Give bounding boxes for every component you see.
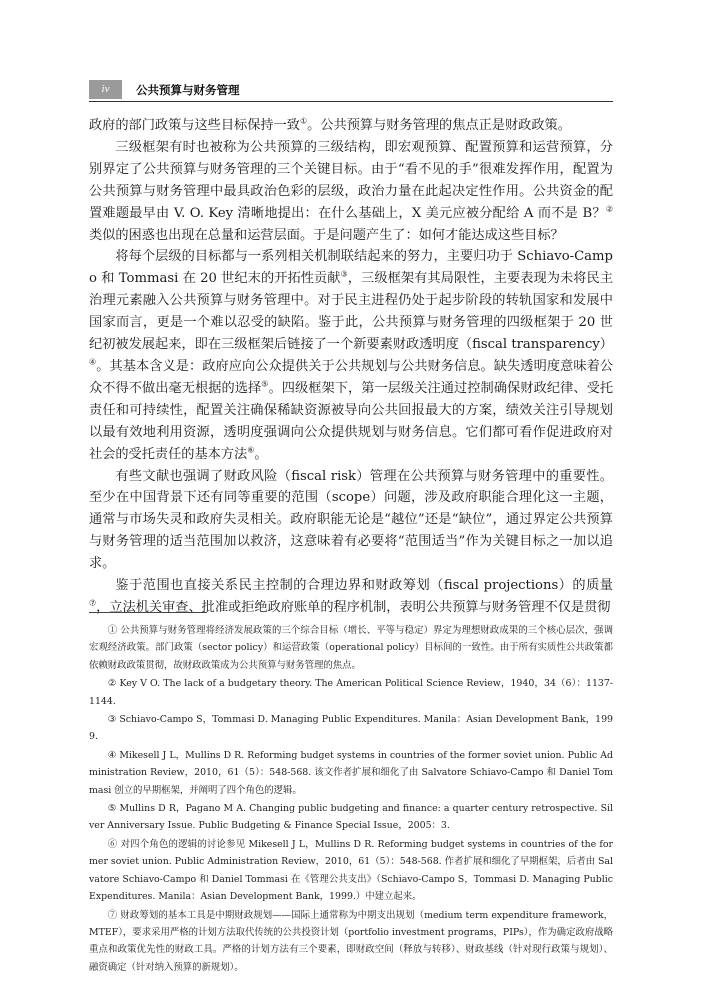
footnote-ref-5[interactable]: ⑤ <box>261 379 269 389</box>
paragraph-4: 有些文献也强调了财政风险（fiscal risk）管理在公共预算与财务管理中的重要性。至少在中国背景下还有同等重要的范围（scope）问题，涉及政府职能合理化这一主题，通常与市场失灵和政府失灵相关。政府职能无论是“越位”还是“缺位”，通过界定公共预算与财务管理的适当范围加以救济，这意味着有必要将“范围适当”作为关键目标之一加以追求。 <box>89 468 613 572</box>
paragraph-5: 鉴于范围也直接关系民主控制的合理边界和财政筹划（fiscal projections）的质量⑦，立法机关审查、批准或拒绝政府账单的程序机制，表明公共预算与财务管理不仅是贯彻 <box>89 578 613 615</box>
footnote-ref-3[interactable]: ③ <box>340 269 348 279</box>
footnote-separator <box>89 612 207 613</box>
footnote-6: ⑥ 对四个角色的逻辑的讨论参见 Mikesell J L，Mullins D R. Reforming budget systems in countries of the former soviet union. Public Administration Review，2010，61（5）：548-568. 作者扩展和细化了早期框架，后者由 Salvatore Schiavo-Campo 和 Daniel Tommasi 在《管理公共支出》（Schiavo-Campo S，Tommasi D. Managing Public Expenditures. Manila：Asian Development Bank，1999.）中建立起来。 <box>89 838 613 903</box>
footnote-1: ① 公共预算与财务管理将经济发展政策的三个综合目标（增长、平等与稳定）界定为理想财政成果的三个核心层次，强调宏观经济政策。部门政策（sector policy）和运营政策（operational policy）目标间的一致性。由于所有实质性公共政策都依赖财政政策贯彻，故财政政策成为公共预算与财务管理的焦点。 <box>89 625 613 671</box>
footnote-4: ④ Mikesell J L，Mullins D R. Reforming budget systems in countries of the former soviet union. Public Administration Review，2010，61（5）：548-568. 该文作者扩展和细化了由 Salvatore Schiavo-Campo 和 Daniel Tommasi 创立的早期框架，并阐明了四个角色的逻辑。 <box>89 749 613 796</box>
footnote-ref-6[interactable]: ⑥ <box>247 445 255 455</box>
footnote-5: ⑤ Mullins D R，Pagano M A. Changing public budgeting and finance: a quarter century retrospective. Silver Anniversary Issue. Public Budgeting & Finance Special Issue，2005：3. <box>89 803 613 832</box>
footnote-ref-1[interactable]: ① <box>300 116 308 126</box>
footnotes <box>89 622 613 977</box>
footnote-2: ② Key V O. The lack of a budgetary theory. The American Political Science Review，1940，34（6）：1137-1144. <box>89 678 613 707</box>
footnote-3: ③ Schiavo-Campo S，Tommasi D. Managing Public Expenditures. Manila：Asian Development Bank，1999. <box>89 714 613 743</box>
footnote-ref-7[interactable]: ⑦ <box>89 598 97 608</box>
running-title: 公共预算与财务管理 <box>136 83 240 97</box>
page-number: iv <box>89 80 122 99</box>
paragraph-1: 政府的部门政策与这些目标保持一致①。公共预算与财务管理的焦点正是财政政策。 <box>89 116 571 133</box>
footnote-7: ⑦ 财政筹划的基本工具是中期财政规划——国际上通常称为中期支出规划（medium term expenditure framework，MTEF），要求采用严格的计划方法取代传统的公共投资计划（portfolio investment programs，PIPs），作为确定政府战略重点和政策优先性的财政工具。严格的计划方法有三个要素，即财政空间（释放与转移）、财政基线（针对现行政策与规划）、融资确定（针对纳入预算的新规划）。 <box>89 909 613 973</box>
header-rule <box>89 101 613 102</box>
running-header <box>89 79 613 101</box>
paragraph-3: 将每个层级的目标都与一系列相关机制联结起来的努力，主要归功于 Schiavo-Campo 和 Tommasi 在 20 世纪末的开拓性贡献③，三级框架有其局限性，主要表现为未将民主治理元素融入公共预算与财务管理中。对于民主进程仍处于起步阶段的转轨国家和发展中国家而言，更是一个难以忍受的缺陷。鉴于此，公共预算与财务管理的四级框架于 20 世纪初被发展起来，即在三级框架后链接了一个新要素财政透明度（fiscal transparency）④。其基本含义是：政府应向公众提供关于公共规划与公共财务信息。缺失透明度意味着公众不得不做出毫无根据的选择⑤。四级框架下，第一层级关注通过控制确保财政纪律、受托责任和可持续性，配置关注确保稀缺资源被导向公共回报最大的方案，绩效关注引导规划以最有效地利用资源，透明度强调向公众提供规划与财务信息。它们都可看作促进政府对社会的受托责任的基本方法⑥。 <box>89 249 614 462</box>
paragraph-2: 三级框架有时也被称为公共预算的三级结构，即宏观预算、配置预算和运营预算，分别界定了公共预算与财务管理的三个关键目标。由于“看不见的手”很难发挥作用，配置为公共预算与财务管理中最具政治色彩的层级，政治力量在此起决定性作用。公共资金的配置难题最早由 V. O. Key 清晰地提出：在什么基础上，X 美元应被分配给 A 而不是 B？②类似的困惑也出现在总量和运营层面。于是问题产生了：如何才能达成这些目标？ <box>89 139 613 243</box>
footnote-ref-2[interactable]: ② <box>605 204 613 214</box>
main-text <box>89 115 613 619</box>
footnote-ref-4[interactable]: ④ <box>89 357 97 367</box>
